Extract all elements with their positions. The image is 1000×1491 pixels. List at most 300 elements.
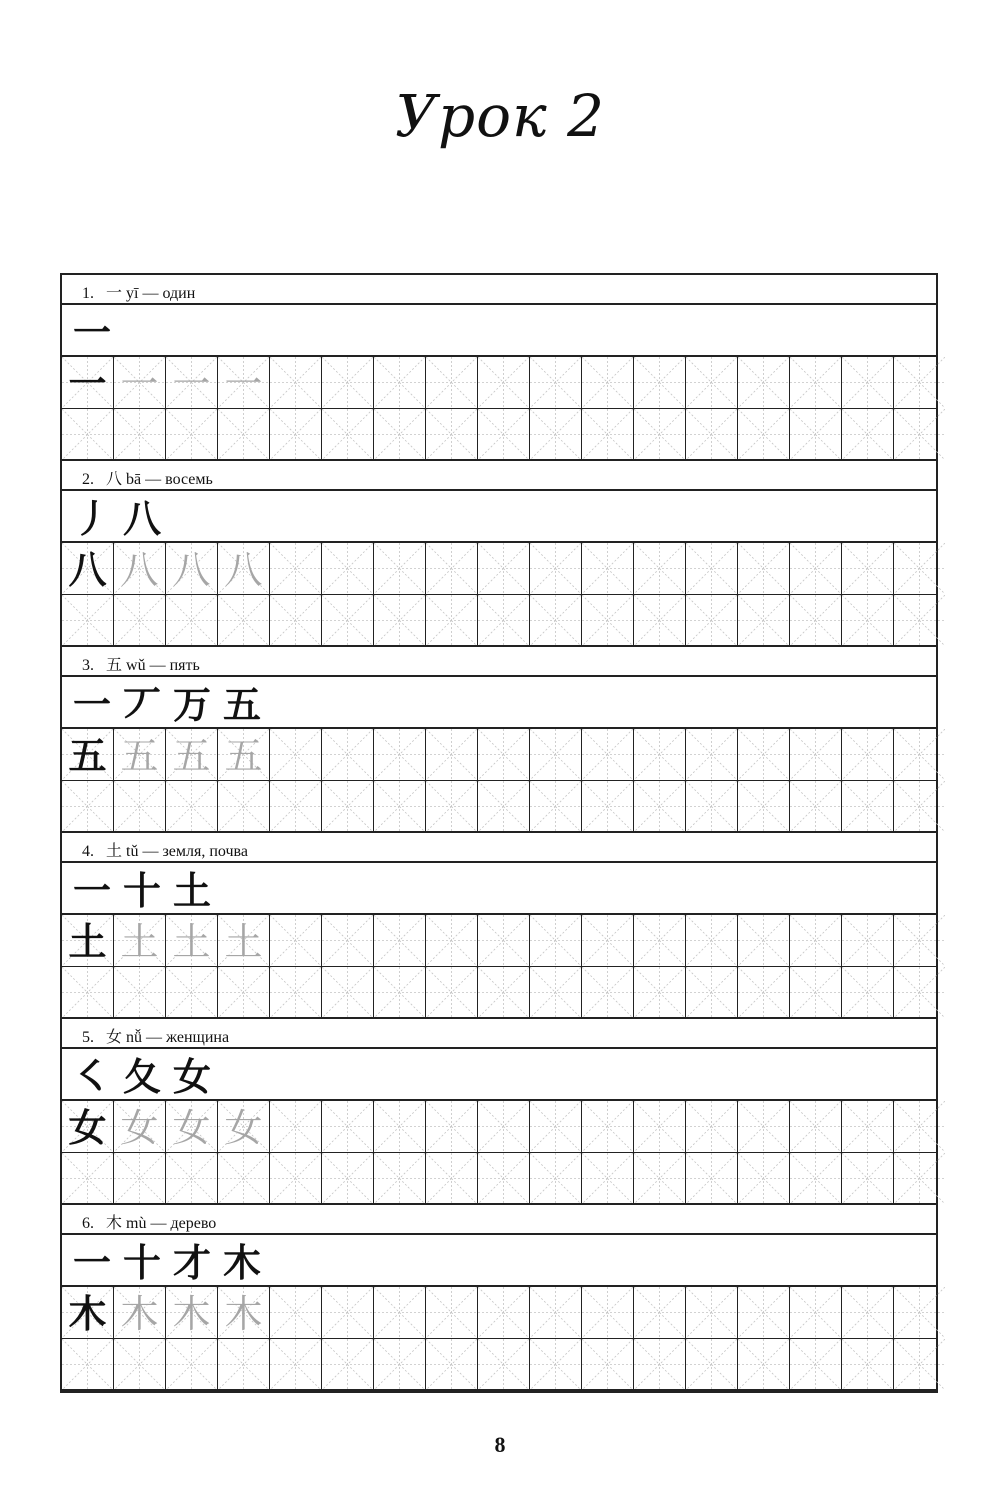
lesson-pinyin: wǔ <box>126 657 146 674</box>
practice-cell[interactable] <box>634 915 686 967</box>
practice-cell[interactable] <box>218 781 270 833</box>
guide-lines <box>270 409 321 460</box>
worksheet <box>60 273 938 1393</box>
model-character: 土 <box>68 920 107 964</box>
practice-cell[interactable] <box>270 1101 322 1153</box>
practice-cell[interactable] <box>686 967 738 1019</box>
practice-cell[interactable] <box>62 781 114 833</box>
practice-cell[interactable] <box>894 1153 946 1205</box>
practice-cell[interactable] <box>114 781 166 833</box>
practice-cell[interactable] <box>62 1153 114 1205</box>
practice-cell[interactable] <box>894 409 946 461</box>
practice-cell[interactable] <box>686 543 738 595</box>
practice-cell[interactable] <box>582 357 634 409</box>
practice-cell[interactable] <box>322 1287 374 1339</box>
practice-cell[interactable] <box>166 1101 218 1153</box>
practice-cell[interactable] <box>894 543 946 595</box>
lesson-meaning: — пять <box>149 657 200 674</box>
guide-lines <box>530 357 581 408</box>
practice-cell[interactable] <box>894 1101 946 1153</box>
practice-cell[interactable] <box>842 1339 894 1391</box>
practice-cell[interactable] <box>478 1339 530 1391</box>
practice-cell[interactable] <box>530 543 582 595</box>
practice-cell[interactable] <box>426 595 478 647</box>
practice-cell[interactable] <box>374 729 426 781</box>
practice-cell[interactable] <box>270 729 322 781</box>
guide-lines <box>166 409 217 460</box>
guide-lines <box>582 1339 633 1390</box>
guide-lines <box>582 409 633 460</box>
practice-cell[interactable] <box>530 1339 582 1391</box>
practice-cell[interactable] <box>426 967 478 1019</box>
practice-cell[interactable] <box>634 1153 686 1205</box>
practice-cell[interactable] <box>62 409 114 461</box>
practice-cell[interactable] <box>582 1153 634 1205</box>
practice-cell[interactable] <box>322 915 374 967</box>
practice-cell[interactable] <box>270 543 322 595</box>
lesson-meaning: — восемь <box>145 471 213 488</box>
guide-lines <box>634 967 685 1018</box>
practice-cell[interactable] <box>270 409 322 461</box>
practice-cell[interactable] <box>686 729 738 781</box>
practice-cell[interactable] <box>322 357 374 409</box>
practice-cell[interactable] <box>270 357 322 409</box>
trace-character: 一 <box>172 362 211 406</box>
guide-lines <box>530 1339 581 1390</box>
guide-lines <box>634 409 685 460</box>
guide-lines <box>790 357 841 408</box>
guide-lines <box>322 1153 373 1204</box>
practice-cell[interactable] <box>374 409 426 461</box>
guide-lines <box>426 1153 477 1204</box>
practice-cell[interactable] <box>114 1287 166 1339</box>
practice-cell[interactable] <box>894 1339 946 1391</box>
practice-cell[interactable] <box>634 781 686 833</box>
practice-cell[interactable] <box>218 1339 270 1391</box>
practice-cell[interactable] <box>218 729 270 781</box>
practice-cell[interactable] <box>842 1287 894 1339</box>
guide-lines <box>218 1339 269 1390</box>
guide-lines <box>738 595 789 646</box>
practice-cell[interactable] <box>530 1101 582 1153</box>
practice-cell[interactable] <box>478 967 530 1019</box>
practice-cell[interactable] <box>634 543 686 595</box>
lesson-title: Урок 2 <box>395 82 605 150</box>
practice-cell[interactable] <box>218 915 270 967</box>
practice-cell[interactable] <box>634 357 686 409</box>
blank-practice-row <box>62 1153 936 1205</box>
practice-cell[interactable] <box>426 1339 478 1391</box>
practice-cell[interactable] <box>894 357 946 409</box>
practice-cell[interactable] <box>166 1339 218 1391</box>
practice-cell[interactable] <box>62 1339 114 1391</box>
practice-cell[interactable] <box>322 595 374 647</box>
practice-cell[interactable] <box>114 595 166 647</box>
guide-lines <box>894 357 945 408</box>
guide-lines <box>426 1287 477 1338</box>
practice-cell[interactable] <box>478 1101 530 1153</box>
practice-cell[interactable] <box>738 409 790 461</box>
guide-lines <box>894 543 945 594</box>
practice-cell[interactable] <box>634 409 686 461</box>
practice-cell[interactable] <box>894 595 946 647</box>
guide-lines <box>738 1339 789 1390</box>
lesson-label <box>62 275 936 305</box>
practice-cell[interactable] <box>790 1339 842 1391</box>
practice-cell[interactable] <box>738 967 790 1019</box>
practice-cell[interactable] <box>270 1153 322 1205</box>
stroke-step: 一 <box>72 311 111 355</box>
practice-cell[interactable] <box>530 409 582 461</box>
practice-cell[interactable] <box>894 967 946 1019</box>
lesson-meaning: — дерево <box>150 1215 217 1232</box>
practice-cell[interactable] <box>218 1101 270 1153</box>
practice-cell[interactable] <box>478 781 530 833</box>
guide-lines <box>790 543 841 594</box>
practice-cell[interactable] <box>478 409 530 461</box>
stroke-order-row <box>62 305 936 357</box>
stroke-step: 丆 <box>122 683 161 727</box>
practice-cell[interactable] <box>582 915 634 967</box>
practice-cell[interactable] <box>686 915 738 967</box>
practice-cell[interactable] <box>790 409 842 461</box>
practice-cell[interactable] <box>894 781 946 833</box>
practice-cell[interactable] <box>374 915 426 967</box>
practice-cell[interactable] <box>426 1287 478 1339</box>
practice-cell[interactable] <box>686 595 738 647</box>
guide-lines <box>894 729 945 780</box>
lesson-hanzi: 一 <box>106 283 123 302</box>
stroke-step: 八 <box>122 497 161 541</box>
guide-lines <box>582 1287 633 1338</box>
guide-lines <box>790 1339 841 1390</box>
guide-lines <box>842 781 893 832</box>
practice-cell[interactable] <box>738 543 790 595</box>
practice-cell[interactable] <box>114 357 166 409</box>
guide-lines <box>634 1153 685 1204</box>
model-practice-row <box>62 1101 936 1153</box>
guide-lines <box>270 915 321 966</box>
practice-cell[interactable] <box>634 1287 686 1339</box>
practice-cell[interactable] <box>634 1339 686 1391</box>
practice-cell[interactable] <box>62 543 114 595</box>
guide-lines <box>634 781 685 832</box>
practice-cell[interactable] <box>114 915 166 967</box>
practice-cell[interactable] <box>582 967 634 1019</box>
practice-cell[interactable] <box>582 729 634 781</box>
guide-lines <box>790 409 841 460</box>
practice-cell[interactable] <box>478 595 530 647</box>
practice-cell[interactable] <box>842 595 894 647</box>
guide-lines <box>686 1153 737 1204</box>
practice-cell[interactable] <box>790 967 842 1019</box>
practice-cell[interactable] <box>894 1287 946 1339</box>
practice-cell[interactable] <box>270 915 322 967</box>
practice-cell[interactable] <box>530 595 582 647</box>
practice-cell[interactable] <box>842 781 894 833</box>
guide-lines <box>270 595 321 646</box>
practice-cell[interactable] <box>790 1287 842 1339</box>
guide-lines <box>478 409 529 460</box>
guide-lines <box>894 595 945 646</box>
practice-cell[interactable] <box>790 357 842 409</box>
practice-cell[interactable] <box>426 357 478 409</box>
guide-lines <box>738 1101 789 1152</box>
trace-character: 木 <box>224 1292 263 1336</box>
practice-cell[interactable] <box>166 1153 218 1205</box>
practice-cell[interactable] <box>790 595 842 647</box>
practice-cell[interactable] <box>582 1287 634 1339</box>
practice-cell[interactable] <box>218 1153 270 1205</box>
practice-cell[interactable] <box>62 967 114 1019</box>
guide-lines <box>374 1101 425 1152</box>
practice-cell[interactable] <box>218 595 270 647</box>
guide-lines <box>114 409 165 460</box>
practice-cell[interactable] <box>842 967 894 1019</box>
practice-cell[interactable] <box>530 1153 582 1205</box>
practice-cell[interactable] <box>530 967 582 1019</box>
practice-cell[interactable] <box>426 1153 478 1205</box>
practice-cell[interactable] <box>738 1153 790 1205</box>
practice-cell[interactable] <box>426 781 478 833</box>
practice-cell[interactable] <box>218 357 270 409</box>
guide-lines <box>426 1339 477 1390</box>
practice-cell[interactable] <box>426 729 478 781</box>
practice-cell[interactable] <box>842 543 894 595</box>
guide-lines <box>426 729 477 780</box>
practice-cell[interactable] <box>62 915 114 967</box>
trace-character: 女 <box>120 1106 159 1150</box>
practice-cell[interactable] <box>374 1339 426 1391</box>
practice-cell[interactable] <box>114 967 166 1019</box>
practice-cell[interactable] <box>114 409 166 461</box>
model-character: 一 <box>68 362 107 406</box>
practice-cell[interactable] <box>322 409 374 461</box>
practice-cell[interactable] <box>738 729 790 781</box>
practice-cell[interactable] <box>322 1153 374 1205</box>
practice-cell[interactable] <box>790 1153 842 1205</box>
practice-cell[interactable] <box>582 543 634 595</box>
guide-lines <box>270 357 321 408</box>
lesson-number: 5. <box>82 1029 94 1046</box>
practice-cell[interactable] <box>842 1153 894 1205</box>
practice-cell[interactable] <box>634 967 686 1019</box>
guide-lines <box>842 543 893 594</box>
practice-cell[interactable] <box>62 1101 114 1153</box>
stroke-step: 丿 <box>72 497 111 541</box>
lesson-label <box>62 1019 936 1049</box>
practice-cell[interactable] <box>62 1287 114 1339</box>
guide-lines <box>478 967 529 1018</box>
practice-cell[interactable] <box>478 543 530 595</box>
practice-cell[interactable] <box>738 1101 790 1153</box>
guide-lines <box>686 1339 737 1390</box>
lesson-label <box>62 833 936 863</box>
practice-cell[interactable] <box>114 1339 166 1391</box>
guide-lines <box>634 1101 685 1152</box>
practice-cell[interactable] <box>114 1153 166 1205</box>
practice-cell[interactable] <box>322 543 374 595</box>
practice-cell[interactable] <box>842 409 894 461</box>
practice-cell[interactable] <box>270 967 322 1019</box>
practice-cell[interactable] <box>426 915 478 967</box>
practice-cell[interactable] <box>374 1287 426 1339</box>
practice-cell[interactable] <box>686 409 738 461</box>
practice-cell[interactable] <box>322 1101 374 1153</box>
practice-cell[interactable] <box>530 357 582 409</box>
practice-cell[interactable] <box>790 915 842 967</box>
practice-cell[interactable] <box>270 1287 322 1339</box>
practice-cell[interactable] <box>322 781 374 833</box>
practice-cell[interactable] <box>582 409 634 461</box>
practice-cell[interactable] <box>114 729 166 781</box>
practice-cell[interactable] <box>790 781 842 833</box>
lesson-label <box>62 647 936 677</box>
practice-cell[interactable] <box>374 357 426 409</box>
guide-lines <box>218 781 269 832</box>
practice-cell[interactable] <box>374 543 426 595</box>
lesson-pinyin: yī <box>126 285 139 302</box>
practice-cell[interactable] <box>738 1287 790 1339</box>
practice-cell[interactable] <box>842 1101 894 1153</box>
trace-character: 八 <box>172 548 211 592</box>
guide-lines <box>166 967 217 1018</box>
practice-cell[interactable] <box>166 1287 218 1339</box>
practice-cell[interactable] <box>686 1287 738 1339</box>
practice-cell[interactable] <box>478 1287 530 1339</box>
practice-cell[interactable] <box>218 1287 270 1339</box>
practice-cell[interactable] <box>478 357 530 409</box>
practice-cell[interactable] <box>322 967 374 1019</box>
trace-character: 五 <box>172 734 211 778</box>
practice-cell[interactable] <box>686 1153 738 1205</box>
practice-cell[interactable] <box>686 357 738 409</box>
practice-cell[interactable] <box>426 1101 478 1153</box>
practice-cell[interactable] <box>686 1101 738 1153</box>
practice-cell[interactable] <box>686 1339 738 1391</box>
guide-lines <box>530 409 581 460</box>
practice-cell[interactable] <box>530 1287 582 1339</box>
practice-cell[interactable] <box>270 781 322 833</box>
practice-cell[interactable] <box>790 729 842 781</box>
practice-cell[interactable] <box>530 729 582 781</box>
practice-cell[interactable] <box>218 409 270 461</box>
practice-cell[interactable] <box>894 915 946 967</box>
practice-cell[interactable] <box>218 967 270 1019</box>
practice-cell[interactable] <box>374 967 426 1019</box>
practice-cell[interactable] <box>686 781 738 833</box>
guide-lines <box>62 1153 113 1204</box>
practice-cell[interactable] <box>426 543 478 595</box>
guide-lines <box>738 543 789 594</box>
practice-cell[interactable] <box>582 781 634 833</box>
practice-cell[interactable] <box>530 915 582 967</box>
practice-cell[interactable] <box>62 729 114 781</box>
practice-cell[interactable] <box>166 543 218 595</box>
practice-cell[interactable] <box>478 915 530 967</box>
practice-cell[interactable] <box>166 357 218 409</box>
practice-cell[interactable] <box>478 729 530 781</box>
practice-cell[interactable] <box>634 729 686 781</box>
guide-lines <box>270 1153 321 1204</box>
practice-cell[interactable] <box>738 357 790 409</box>
practice-cell[interactable] <box>166 595 218 647</box>
practice-cell[interactable] <box>738 781 790 833</box>
practice-cell[interactable] <box>738 595 790 647</box>
practice-cell[interactable] <box>790 1101 842 1153</box>
guide-lines <box>426 1101 477 1152</box>
practice-cell[interactable] <box>634 1101 686 1153</box>
trace-character: 女 <box>224 1106 263 1150</box>
practice-cell[interactable] <box>478 1153 530 1205</box>
lesson-block <box>62 1205 936 1391</box>
guide-lines <box>582 1153 633 1204</box>
practice-cell[interactable] <box>166 915 218 967</box>
practice-cell[interactable] <box>374 595 426 647</box>
practice-cell[interactable] <box>62 357 114 409</box>
lesson-number: 2. <box>82 471 94 488</box>
practice-cell[interactable] <box>738 1339 790 1391</box>
practice-cell[interactable] <box>166 409 218 461</box>
practice-cell[interactable] <box>62 595 114 647</box>
practice-cell[interactable] <box>582 1339 634 1391</box>
practice-cell[interactable] <box>582 595 634 647</box>
practice-cell[interactable] <box>790 543 842 595</box>
practice-cell[interactable] <box>530 781 582 833</box>
practice-cell[interactable] <box>270 595 322 647</box>
stroke-order-row <box>62 1235 936 1287</box>
practice-cell[interactable] <box>842 729 894 781</box>
trace-character: 女 <box>172 1106 211 1150</box>
practice-cell[interactable] <box>270 1339 322 1391</box>
practice-cell[interactable] <box>218 543 270 595</box>
practice-cell[interactable] <box>426 409 478 461</box>
guide-lines <box>62 967 113 1018</box>
practice-cell[interactable] <box>634 595 686 647</box>
guide-lines <box>114 781 165 832</box>
guide-lines <box>530 781 581 832</box>
guide-lines <box>374 729 425 780</box>
practice-cell[interactable] <box>114 543 166 595</box>
lesson-pinyin: mù <box>126 1215 147 1232</box>
lesson-number: 4. <box>82 843 94 860</box>
practice-cell[interactable] <box>166 967 218 1019</box>
lesson-block <box>62 275 936 461</box>
practice-cell[interactable] <box>738 915 790 967</box>
guide-lines <box>582 543 633 594</box>
practice-cell[interactable] <box>894 729 946 781</box>
practice-cell[interactable] <box>166 729 218 781</box>
guide-lines <box>218 595 269 646</box>
guide-lines <box>270 1101 321 1152</box>
guide-lines <box>478 543 529 594</box>
practice-cell[interactable] <box>322 1339 374 1391</box>
practice-cell[interactable] <box>374 781 426 833</box>
practice-cell[interactable] <box>842 357 894 409</box>
guide-lines <box>426 543 477 594</box>
model-practice-row <box>62 357 936 409</box>
guide-lines <box>166 781 217 832</box>
practice-cell[interactable] <box>322 729 374 781</box>
stroke-order-row <box>62 491 936 543</box>
practice-cell[interactable] <box>582 1101 634 1153</box>
practice-cell[interactable] <box>166 781 218 833</box>
practice-cell[interactable] <box>374 1101 426 1153</box>
practice-cell[interactable] <box>842 915 894 967</box>
practice-cell[interactable] <box>114 1101 166 1153</box>
trace-character: 木 <box>172 1292 211 1336</box>
practice-cell[interactable] <box>374 1153 426 1205</box>
